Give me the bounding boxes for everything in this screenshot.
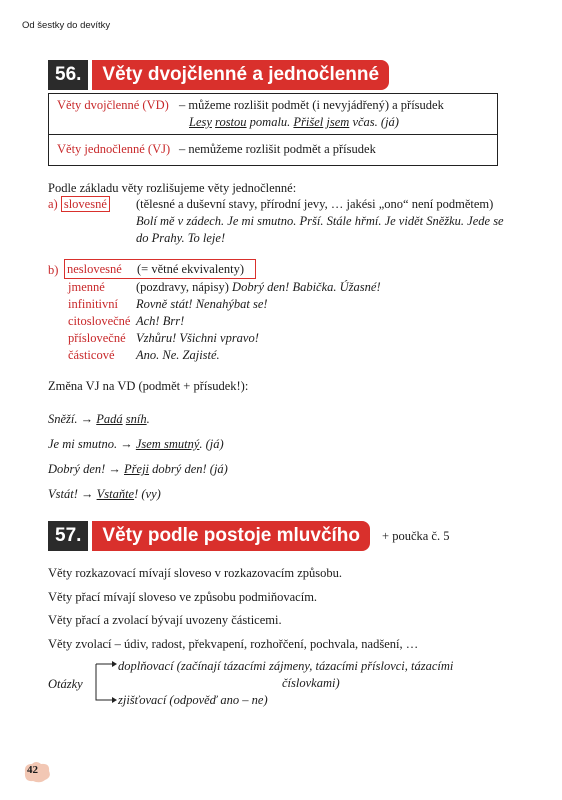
section-number: 57.: [48, 521, 88, 551]
running-header: Od šestky do devítky: [22, 20, 111, 31]
b-term-0: jmenné: [68, 280, 105, 294]
questions-label: Otázky: [48, 677, 83, 691]
question-type-2: zjišťovací (odpověď ano – ne): [118, 693, 268, 707]
a-example-2: do Prahy. To leje!: [136, 231, 226, 245]
section-57-heading: [48, 521, 449, 551]
vj-term: Věty jednočlenné (VJ): [57, 142, 171, 156]
line-zvolaci: Věty zvolací – údiv, radost, překvapení, rozhořčení, pochvala, nadšení, …: [48, 637, 419, 651]
b-example-0: (pozdravy, nápisy) Dobrý den! Babička. Úžasné!: [136, 280, 381, 294]
vd-definition: – můžeme rozlišit podmět (i nevyjádřený) a přísudek: [179, 98, 444, 112]
section-number: 56.: [48, 60, 88, 90]
line-praci-zvolaci: Věty přací a zvolací bývají uvozeny částicemi.: [48, 613, 282, 627]
section-title: Věty dvojčlenné a jednočlenné: [92, 60, 389, 90]
neslovesne-box: [64, 259, 256, 279]
a-description: (tělesné a duševní stavy, přírodní jevy, … jakési „ono“ není podmětem): [136, 197, 494, 211]
b-description: (= větné ekvivalenty): [136, 262, 244, 276]
list-letter-a: a) slovesné: [48, 196, 110, 213]
conversion-row: Vstát! → Vstaňte! (vy): [48, 487, 161, 501]
vj-definition: – nemůžeme rozlišit podmět a přísudek: [179, 142, 376, 156]
b-term-4: částicové: [68, 348, 115, 362]
intro-text: Podle základu věty rozlišujeme věty jednočlenné:: [48, 181, 297, 195]
page-number: 42: [27, 764, 38, 776]
vd-example: Lesy rostou pomalu. Přišel jsem včas. (já): [189, 115, 399, 129]
section-note: + poučka č. 5: [382, 528, 450, 543]
b-term-3: příslovečné: [68, 331, 126, 345]
vj-definition-box: [48, 133, 498, 166]
question-type-1-cont: číslovkami): [282, 676, 340, 690]
section-title: Věty podle postoje mluvčího: [92, 521, 370, 551]
b-example-4: Ano. Ne. Zajisté.: [136, 348, 220, 362]
section-56-heading: [48, 60, 389, 90]
question-type-1: doplňovací (začínají tázacími zájmeny, tázacími příslovci, tázacími: [118, 659, 454, 673]
b-example-1: Rovně stát! Nenahýbat se!: [136, 297, 268, 311]
a-example-1: Bolí mě v zádech. Je mi smutno. Prší. Stále hřmí. Je vidět Sněžku. Jede se: [136, 214, 504, 228]
b-term-1: infinitivní: [68, 297, 118, 311]
vd-term: Věty dvojčlenné (VD): [57, 98, 169, 112]
line-rozkazovaci: Věty rozkazovací mívají sloveso v rozkazovacím způsobu.: [48, 566, 343, 580]
page-number-badge: [22, 760, 52, 784]
line-praci: Věty přací mívají sloveso ve způsobu podmiňovacím.: [48, 590, 318, 604]
vd-definition-box: [48, 93, 498, 135]
term-slovesne: slovesné: [61, 196, 110, 212]
conversion-row: Sněží. → Padá sníh.: [48, 412, 150, 426]
change-heading: Změna VJ na VD (podmět + přísudek!):: [48, 379, 249, 393]
b-term-2: citoslovečné: [68, 314, 131, 328]
b-example-2: Ach! Brr!: [136, 314, 185, 328]
conversion-row: Dobrý den! → Přeji dobrý den! (já): [48, 462, 228, 476]
b-example-3: Vzhůru! Všichni vpravo!: [136, 331, 259, 345]
conversion-row: Je mi smutno. → Jsem smutný. (já): [48, 437, 224, 451]
list-letter-b: b): [48, 263, 59, 277]
term-neslovesne: neslovesné: [67, 262, 122, 276]
